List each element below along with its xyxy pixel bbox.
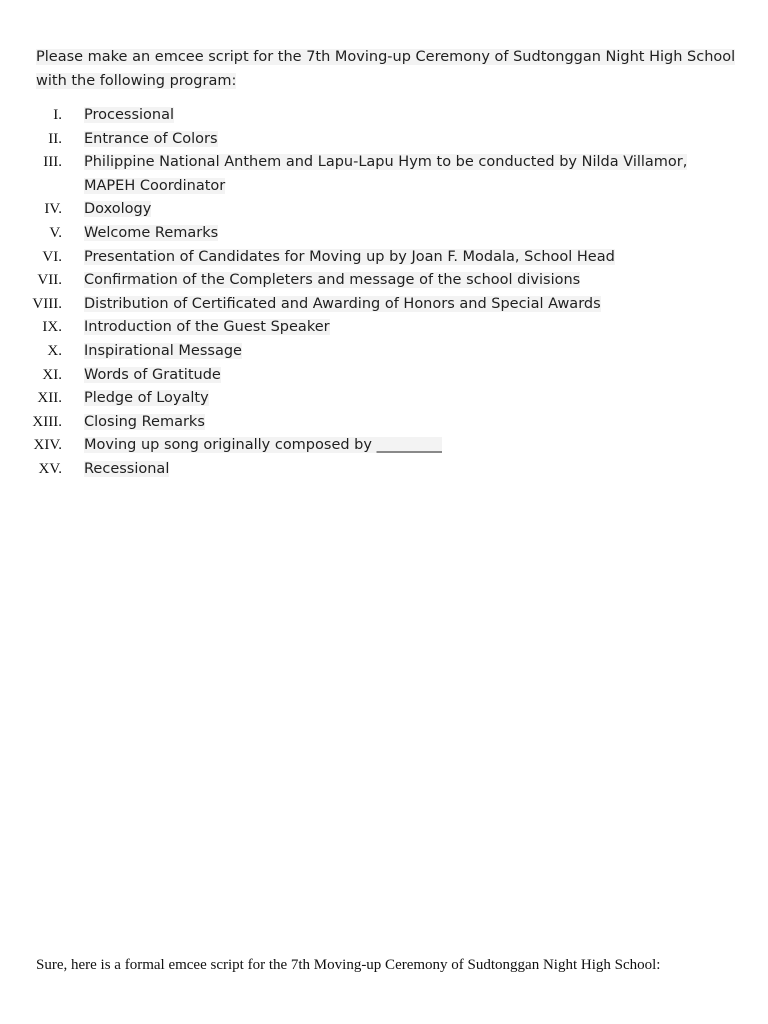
list-item-text [84, 246, 704, 270]
list-item-label: Moving up song originally composed by _________ [84, 437, 442, 454]
program-list [0, 104, 768, 482]
list-item-numeral: VI. [42, 248, 62, 265]
list-item [0, 458, 768, 482]
list-item-text [84, 364, 704, 388]
list-item [0, 293, 768, 317]
response-paragraph: Sure, here is a formal emcee script for the 7th Moving-up Ceremony of Sudtonggan Night High School: [36, 957, 661, 973]
list-item [0, 128, 768, 152]
list-item-label: Presentation of Candidates for Moving up by Joan F. Modala, School Head [84, 248, 615, 265]
list-item-numeral: III. [43, 154, 62, 171]
list-item-label: Inspirational Message [84, 342, 242, 359]
list-item-numeral: VII. [37, 272, 62, 289]
list-item-numeral: XII. [37, 390, 62, 407]
list-item-text [84, 269, 704, 293]
list-item-text [84, 104, 704, 128]
list-item-label: Closing Remarks [84, 413, 205, 430]
list-item-numeral: XIII. [32, 413, 62, 430]
list-item-label: Confirmation of the Completers and message of the school divisions [84, 272, 581, 289]
list-item-label: Philippine National Anthem and Lapu-Lapu Hym to be conducted by Nilda Villamor, MAPEH Coordinator [84, 154, 688, 194]
list-item [0, 387, 768, 411]
list-item [0, 434, 768, 458]
list-item-numeral: II. [48, 130, 62, 147]
list-item-numeral: X. [47, 342, 62, 359]
list-item-text [84, 340, 704, 364]
list-item-label: Distribution of Certificated and Awarding of Honors and Special Awards [84, 295, 601, 312]
list-item-text [84, 198, 704, 222]
list-item-label: Doxology [84, 201, 152, 218]
list-item-numeral: IX. [42, 319, 62, 336]
list-item-text [84, 222, 704, 246]
list-item-label: Words of Gratitude [84, 366, 221, 383]
list-item [0, 246, 768, 270]
list-item [0, 269, 768, 293]
list-item-label: Entrance of Colors [84, 130, 218, 147]
list-item-numeral: XV. [38, 460, 62, 477]
list-item [0, 104, 768, 128]
list-item-label: Processional [84, 107, 175, 123]
list-item [0, 411, 768, 435]
list-item-text [84, 387, 704, 411]
list-item [0, 151, 768, 198]
list-item-numeral: XI. [42, 366, 62, 383]
list-item [0, 364, 768, 388]
list-item-text [84, 151, 704, 198]
prompt-text: Please make an emcee script for the 7th Moving-up Ceremony of Sudtonggan Night High School with the following program: [36, 49, 736, 89]
list-item [0, 222, 768, 246]
list-item [0, 340, 768, 364]
list-item-text [84, 128, 704, 152]
list-item-text [84, 316, 704, 340]
list-item [0, 316, 768, 340]
list-item-text [84, 458, 704, 482]
list-item-numeral: V. [49, 224, 62, 241]
list-item-label: Pledge of Loyalty [84, 390, 209, 407]
list-item-numeral: IV. [44, 201, 62, 218]
list-item-numeral: I. [53, 107, 62, 123]
list-item-numeral: VIII. [32, 295, 62, 312]
list-item-text [84, 293, 704, 317]
list-item-numeral: XIV. [33, 437, 62, 454]
list-item-text [84, 411, 704, 435]
list-item-label: Introduction of the Guest Speaker [84, 319, 330, 336]
list-item [0, 198, 768, 222]
list-item-label: Welcome Remarks [84, 224, 219, 241]
list-item-label: Recessional [84, 460, 170, 477]
prompt-paragraph [36, 46, 746, 93]
list-item-text [84, 434, 704, 458]
